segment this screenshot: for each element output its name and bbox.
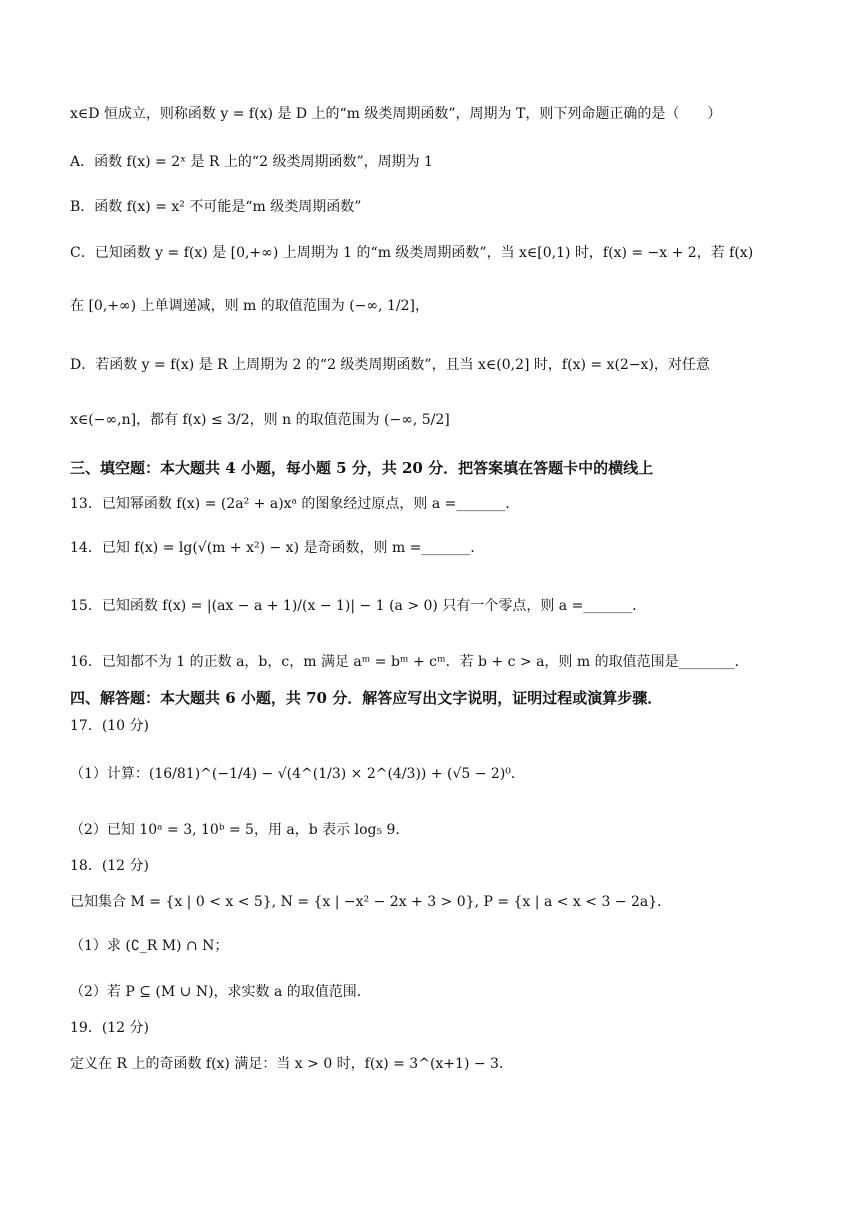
- question-18-sets: 已知集合 M = {x | 0 < x < 5}, N = {x | −x² − 2x + 3 > 0}, P = {x | a < x < 3 − 2a}．: [70, 894, 672, 910]
- question-17-part-2: （2）已知 10ᵃ = 3, 10ᵇ = 5，用 a，b 表示 log₅ 9．: [70, 822, 410, 838]
- question-15: 15．已知函数 f(x) = |(ax − a + 1)/(x − 1)| − 1 (a > 0) 只有一个零点，则 a =_______．: [70, 598, 647, 614]
- problem-12-stem-tail: x∈D 恒成立，则称函数 y = f(x) 是 D 上的“m 级类周期函数”，周期为 T，则下列命题正确的是（ ）: [70, 106, 722, 122]
- question-19-header: 19．(12 分): [70, 1020, 150, 1036]
- option-d-line-1: D．若函数 y = f(x) 是 R 上周期为 2 的“2 级类周期函数”，且当 x∈(0,2] 时，f(x) = x(2−x)，对任意: [70, 357, 710, 373]
- question-19-text: 定义在 R 上的奇函数 f(x) 满足：当 x > 0 时，f(x) = 3^(x+1) − 3．: [70, 1056, 513, 1072]
- question-17-header: 17．(10 分): [70, 718, 150, 734]
- question-18-part-1: （1）求 (∁_R M) ∩ N；: [70, 938, 229, 954]
- option-b: B．函数 f(x) = x² 不可能是“m 级类周期函数”: [70, 199, 362, 215]
- option-c-line-1: C．已知函数 y = f(x) 是 [0,+∞) 上周期为 1 的“m 级类周期函数”，当 x∈[0,1) 时，f(x) = −x + 2，若 f(x): [70, 245, 754, 261]
- option-d-line-2: x∈(−∞,n]，都有 f(x) ≤ 3/2，则 n 的取值范围为 (−∞, 5/2]: [70, 412, 450, 428]
- section-4-heading: 四、解答题：本大题共 6 小题，共 70 分．解答应写出文字说明，证明过程或演算步骤．: [70, 689, 663, 707]
- question-18-header: 18．(12 分): [70, 858, 150, 874]
- option-c-line-2: 在 [0,+∞) 上单调递减，则 m 的取值范围为 (−∞, 1/2]，: [70, 298, 429, 314]
- question-16: 16．已知都不为 1 的正数 a，b，c，m 满足 aᵐ = bᵐ + cᵐ．若 b + c > a，则 m 的取值范围是________．: [70, 654, 749, 670]
- question-13: 13．已知幂函数 f(x) = (2a² + a)xᵃ 的图象经过原点，则 a =_______．: [70, 496, 520, 512]
- question-17-part-1: （1）计算：(16/81)^(−1/4) − √(4^(1/3) × 2^(4/3)) + (√5 − 2)⁰．: [70, 766, 525, 782]
- question-14: 14．已知 f(x) = lg(√(m + x²) − x) 是奇函数，则 m =_______．: [70, 540, 485, 556]
- option-a: A．函数 f(x) = 2ˣ 是 R 上的“2 级类周期函数”，周期为 1: [70, 154, 433, 170]
- question-18-part-2: （2）若 P ⊆ (M ∪ N)，求实数 a 的取值范围．: [70, 984, 371, 1000]
- section-3-heading: 三、填空题：本大题共 4 小题，每小题 5 分，共 20 分．把答案填在答题卡中的横线上: [70, 459, 654, 477]
